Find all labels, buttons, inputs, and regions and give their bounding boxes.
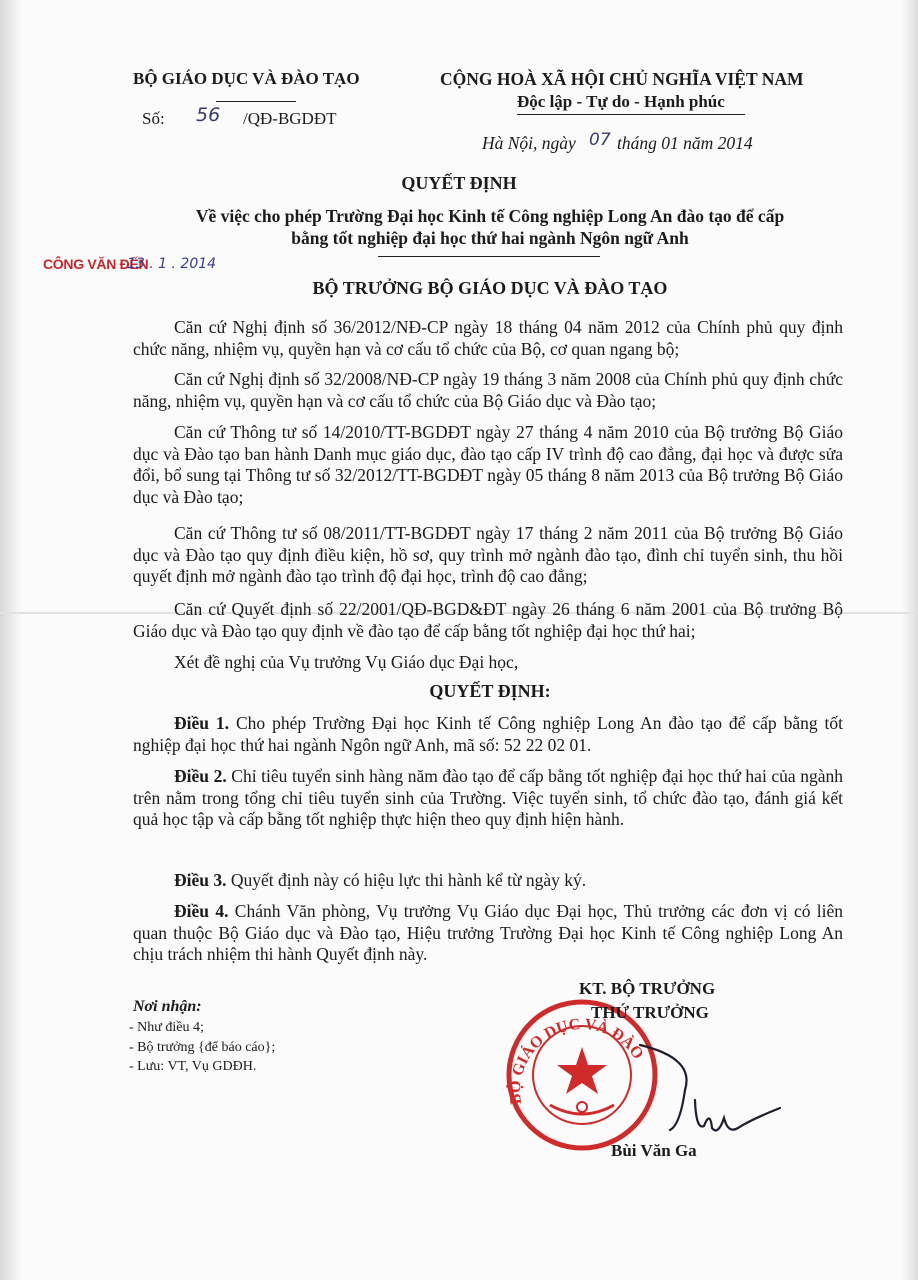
signature-title-1: KT. BỘ TRƯỞNG bbox=[579, 979, 716, 998]
article-3: Điều 3. Quyết định này có hiệu lực thi hành kể từ ngày ký. bbox=[174, 870, 587, 890]
document-title: QUYẾT ĐỊNH bbox=[401, 173, 517, 193]
seal-gear-icon bbox=[577, 1102, 587, 1112]
number-suffix: /QĐ-BGDĐT bbox=[243, 109, 337, 128]
preamble-paragraph-6: Xét đề nghị của Vụ trưởng Vụ Giáo dục Đại học, bbox=[174, 652, 519, 672]
received-stamp-label: CÔNG VĂN ĐẾN bbox=[43, 256, 149, 272]
preamble-paragraph-2: Căn cứ Nghị định số 32/2008/NĐ-CP ngày 19 tháng 3 năm 2008 của Chính phủ quy định chức năng, nhiệm vụ, quyền hạn và cơ cấu tổ chức của Bộ Giáo dục và Đào tạo; bbox=[133, 369, 843, 411]
title-underline bbox=[378, 256, 600, 257]
preamble-paragraph-4: Căn cứ Thông tư số 08/2011/TT-BGDĐT ngày 17 tháng 2 năm 2011 của Bộ trưởng Bộ Giáo dục và Đào tạo quy định điều kiện, hồ sơ, quy trình mở ngành đào tạo, đình chỉ tuyển sinh, thu hồi quyết định mở ngành đào tạo trình độ đại học, trình độ cao đẳng; bbox=[133, 523, 843, 586]
article-4: Điều 4. Chánh Văn phòng, Vụ trưởng Vụ Giáo dục Đại học, Thủ trưởng các đơn vị có liên quan thuộc Bộ Giáo dục và Đào tạo, Hiệu trưởng Trường Đại học Kinh tế Công nghiệp Long An chịu trách nhiệm thi hành Quyết định này. bbox=[133, 901, 844, 964]
motto-underline bbox=[517, 114, 745, 115]
country-name: CỘNG HOÀ XÃ HỘI CHỦ NGHĨA VIỆT NAM bbox=[440, 69, 804, 89]
recipient-item: - Như điều 4; bbox=[129, 1020, 204, 1035]
received-stamp-date: 13 . 1 . 2014 bbox=[127, 256, 217, 272]
handwritten-signature bbox=[600, 1030, 800, 1140]
signature-title-2: THỨ TRƯỞNG bbox=[591, 1003, 709, 1022]
signer-name: Bùi Văn Ga bbox=[611, 1141, 697, 1160]
handwritten-day: 07 bbox=[589, 130, 611, 150]
article-2: Điều 2. Chỉ tiêu tuyển sinh hàng năm đào tạo để cấp bằng tốt nghiệp đại học thứ hai của ngành trên nằm trong tổng chỉ tiêu tuyển sinh của Trường. Việc tuyển sinh, tổ chức đào tạo, đánh giá kết quả học tập và cấp bằng tốt nghiệp thực hiện theo quy định hiện hành. bbox=[133, 766, 844, 829]
motto: Độc lập - Tự do - Hạnh phúc bbox=[517, 92, 725, 111]
handwritten-number: 56 bbox=[196, 104, 221, 126]
place-date-suffix: tháng 01 năm 2014 bbox=[617, 133, 753, 153]
ministry-name: BỘ GIÁO DỤC VÀ ĐÀO TẠO bbox=[133, 69, 360, 88]
article-1: Điều 1. Cho phép Trường Đại học Kinh tế Công nghiệp Long An đào tạo để cấp bằng tốt nghiệp đại học thứ hai ngành Ngôn ngữ Anh, mã số: 52 22 02 01. bbox=[133, 713, 843, 755]
preamble-paragraph-3: Căn cứ Thông tư số 14/2010/TT-BGDĐT ngày 27 tháng 4 năm 2010 của Bộ trưởng Bộ Giáo dục và Đào tạo ban hành Danh mục giáo dục, đào tạo cấp IV trình độ cao đẳng, đại học và được sửa đổi, bổ sung tại Thông tư số 32/2012/TT-BGDĐT ngày 05 tháng 8 năm 2013 của Bộ trưởng Bộ Giáo dục và Đào tạo; bbox=[133, 422, 843, 507]
ministry-underline bbox=[216, 101, 296, 102]
subject-line-1: Về việc cho phép Trường Đại học Kinh tế Công nghiệp Long An đào tạo để cấp bbox=[195, 206, 785, 226]
place-date-prefix: Hà Nội, ngày bbox=[482, 133, 576, 153]
authority-heading: BỘ TRƯỞNG BỘ GIÁO DỤC VÀ ĐÀO TẠO bbox=[312, 278, 668, 298]
preamble-paragraph-1: Căn cứ Nghị định số 36/2012/NĐ-CP ngày 18 tháng 04 năm 2012 của Chính phủ quy định chức năng, nhiệm vụ, quyền hạn và cơ cấu tổ chức của Bộ, cơ quan ngang bộ; bbox=[133, 317, 843, 359]
seal-arc-text: BỘ GIÁO DỤC VÀ ĐÀO bbox=[506, 1015, 647, 1106]
number-label: Số: bbox=[142, 109, 165, 128]
recipient-item: - Lưu: VT, Vụ GDĐH. bbox=[129, 1059, 257, 1074]
recipient-item: - Bộ trưởng {để báo cáo}; bbox=[129, 1040, 276, 1055]
subject-line-2: bằng tốt nghiệp đại học thứ hai ngành Ngôn ngữ Anh bbox=[291, 228, 689, 248]
decision-heading: QUYẾT ĐỊNH: bbox=[429, 681, 551, 701]
preamble-paragraph-5: Căn cứ Quyết định số 22/2001/QĐ-BGD&ĐT ngày 26 tháng 6 năm 2001 của Bộ trưởng Bộ Giáo dục và Đào tạo quy định về đào tạo để cấp bằng tốt nghiệp đại học thứ hai; bbox=[133, 599, 843, 641]
recipients-title: Nơi nhận: bbox=[133, 998, 202, 1015]
